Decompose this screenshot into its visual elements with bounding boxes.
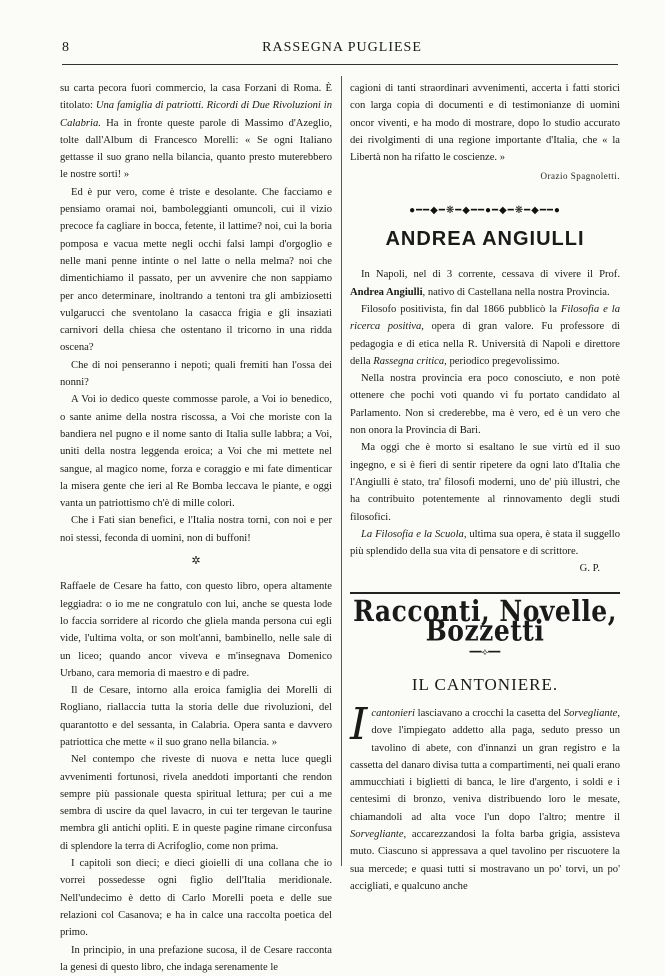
paragraph: I capitoli son dieci; e dieci gioielli di una collana che io vorrei possedesse ogni figlio dell'Italia meridionale. Nell'undecimo è detto di Carlo Morelli poeta e delle sue relazioni col Casanova; e ha in calce una raccolta poetica del primo. [60, 858, 332, 939]
obituary-body [350, 266, 620, 560]
paragraph: Che di noi penseranno i nepoti; quali fremiti han l'ossa dei nonni? [60, 359, 332, 389]
paragraph: A Voi io dedico queste commosse parole, a Voi io benedico, o sante anime della nostra riscossa, a Voi che moriste con la bandiera nel pugno e il nome santo di Italia sulle labbra; a Voi, uniti della nostra leggenda eroica; a Voi che mi mettete nel sangue, al magico nome, forza e coraggio e mi fate dimenticar la misera gente che ieri al Re Bomba leccava le piante, e oggi vanta un patriottismo ch'è di mille colori. [60, 394, 332, 510]
story-title: IL CANTONIERE. [411, 674, 559, 694]
person-name: Andrea Angiulli [350, 286, 423, 298]
page-header [62, 40, 622, 60]
section-title: Racconti, Novelle, Bozzetti [353, 594, 617, 648]
paragraph: Raffaele de Cesare ha fatto, con questo libro, opera altamente leggiadra: o io me ne congratulo con lui, anche se questa lode lo faccia sorridere al ricordo che gliela manda persona cui egli vide, l'ultima volta, or son molt'anni, bambinello, nelle sale di un liceo; quando ancor viveva e m'insegnava Domenico Urbano, cara memoria di maestro e di padre. [60, 581, 332, 679]
paragraph: Il de Cesare, intorno alla eroica famiglia dei Morelli di Rogliano, riallaccia tutta la storia delle due rivoluzioni, del quarantotto e del sessanta, in Calabria. Opera santa e davvero patriottica che mette « il suo grano nella bilancia. » [60, 685, 332, 748]
column-divider [341, 76, 342, 866]
right-column [350, 80, 620, 895]
author-initials: G. P. [579, 563, 600, 575]
running-title: RASSEGNA PUGLIESE [262, 40, 422, 55]
page-number: 8 [62, 40, 69, 55]
paragraph: In Napoli, nel di 3 corrente, cessava di vivere il Prof. Andrea Angiulli, nativo di Castellana nella nostra Provincia. [350, 269, 620, 298]
section-rule [350, 592, 620, 594]
paragraph: Ed è pur vero, come è triste e desolante. Che facciamo e pensiamo oramai noi, bamboleggianti omuncoli, cui il vizio precoce fa cagliare in bocca, fetente, il lattime? noi, cui la boria pomposa e vacua mette negli occhi falsi lampi d'orgoglio e nelle mani penne intinte o nel latte o nella melma? noi che dimentichiamo il passato, per un avvenire che non sappiamo per anco determinare, inoltrando a tentoni tra gli ambiziosetti vulgarucci che sventolano la casacca frigia e gli insaziati carnivori della chiesa che ostentano il tricorno in una ridda oscena? [60, 186, 332, 354]
paragraph: Filosofo positivista, fin dal 1866 pubblicò la Filosofia e la ricerca positiva, opera di gran valore. Fu professore di pedagogia e di etica nella R. Università di Napoli e direttore della Rassegna critica, periodico pregevolissimo. [350, 303, 620, 367]
ornamental-divider: ●━━◆━❋━◆━━●━◆━❋━◆━━● [409, 204, 561, 216]
asterism-separator: ✲ [191, 555, 201, 568]
paragraph: su carta pecora fuori commercio, la casa Forzani di Roma. È titolato: Una famiglia di patriotti. Ricordi di Due Rivoluzioni in Calabria. Ha in fronte queste parole di Massimo d'Azeglio, tolte dall'Album di Francesco Morelli: « Se ogni Italiano gettasse il suo grano nella bilancia, quanto presto muterebbero le nostre sorti! » [60, 83, 332, 181]
paragraph: La Filosofia e la Scuola, ultima sua opera, è stata il suggello più splendido della sua vita di pensatore e di scrittore. [350, 528, 620, 558]
paragraph: cagioni di tanti straordinari avvenimenti, accerta i fatti storici con larga copia di documenti e di testimonianze di uomini oncor viventi, e ha modo di mostrare, dopo lo studio accurato dei rivolgimenti di una regione importante d'Italia, che « la Libertà non ha rifatto le coscienze. » [350, 83, 620, 164]
paragraph: In principio, in una prefazione sucosa, il de Cesare racconta la genesi di questo libro, che indaga serenamente le [60, 944, 332, 973]
section-ornament: ━━⟡━━ [469, 647, 501, 659]
book-title: Una famiglia di patriotti. Ricordi di Due Rivoluzioni in Calabria. [60, 100, 332, 129]
author-signature: Orazio Spagnoletti. [540, 171, 620, 182]
paragraph: Ma oggi che è morto si esaltano le sue virtù ed il suo ingegno, e si è fieri di sentir ripetere da ogni lato d'Italia che l'Angiulli è stato, tra' filosofi moderni, uno de' più illustri, che ha contribuito potentemente al rinnovamento degli studi filosofici. [350, 442, 620, 523]
drop-cap: I [350, 698, 368, 750]
paragraph: Nel contempo che riveste di nuova e netta luce quegli avvenimenti fortunosi, rivela aneddoti importanti che rendon sempre più passionale questa spiritual lettura; per cui a me sembra di uscire da quel lavacro, in cui ter tergevan le taurine membra gli antichi opliti. E in queste pagine rimane circonfusa di splendore la terra di Acrifoglio, come non prima. [60, 754, 332, 852]
left-column [60, 80, 332, 976]
article-heading: ANDREA ANGIULLI [385, 228, 585, 251]
paragraph: Icantonieri lasciavano a crocchi la casetta del Sorvegliante, dove l'impiegato addetto alla paga, seduto presso un tavolino di abete, con d'innanzi un gran registro e la cassetta del danaro divisa tutta a compartimenti, nei quali erano ammucchiati i biglietti di banca, le lire d'argento, i soldi e i centesimi di bronzo, veniva distribuendo loro le mesate, chiamandoli ad alta voce l'un dopo l'altro; mentre il Sorvegliante, accarezzandosi la folta barba grigia, assisteva muto. Ciascuno si appressava a quel tavolino per riscuotere la sua mercede; e quasi tutti si mostravano un po' torvi, un po' accigliati, e qualcuno anche [350, 698, 620, 892]
header-rule [62, 64, 618, 65]
paragraph: Nella nostra provincia era poco conosciuto, e non potè ottenere che pochi voti quando vi fu portato candidato al Parlamento. Non si crederebbe, ma è vero, ed è un vero che non onora la Provincia di Bari. [350, 373, 620, 437]
paragraph: Che i Fati sian benefici, e l'Italia nostra torni, con noi e per noi stessi, feconda di uomini, non di buffoni! [60, 515, 332, 544]
